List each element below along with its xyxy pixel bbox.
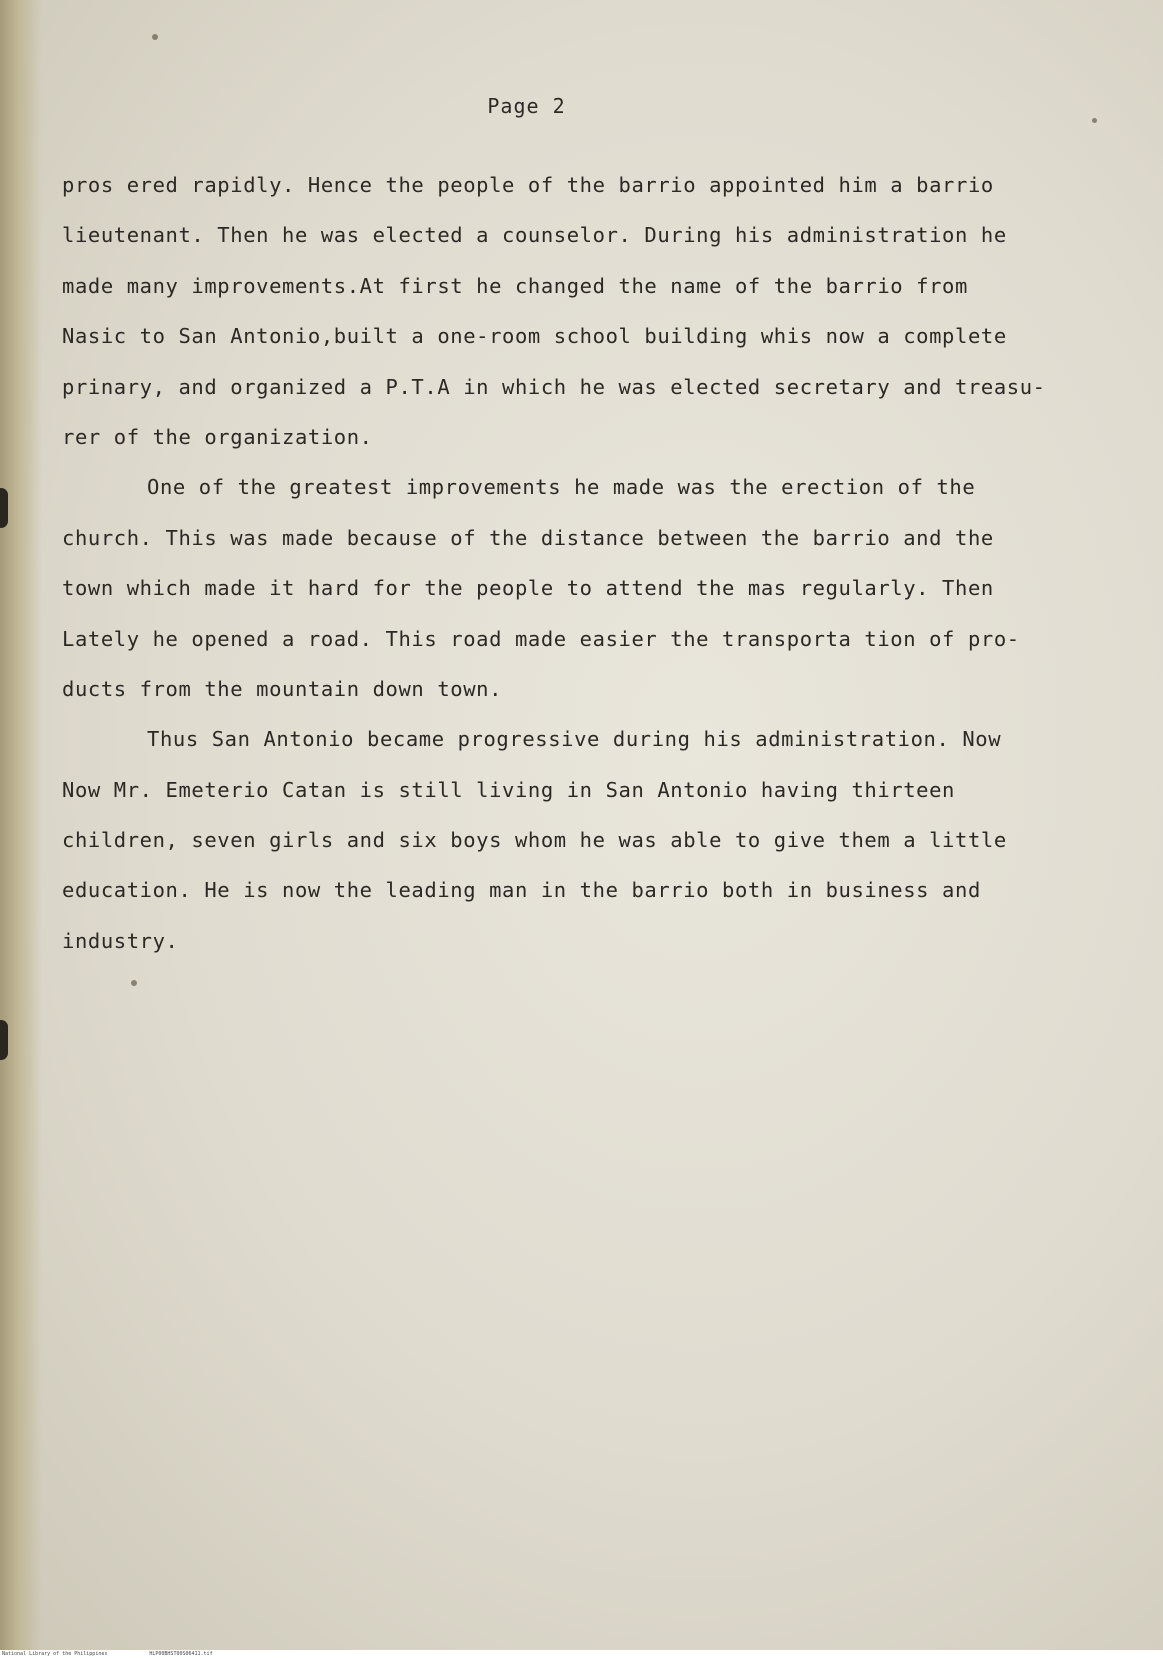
page-number: Page 2 <box>487 94 566 118</box>
text-line: education. He is now the leading man in the barrio both in business and <box>62 878 981 903</box>
text-line: pros ered rapidly. Hence the people of the barrio appointed him a barrio <box>62 173 994 197</box>
footer-source: National Library of the Philippines <box>2 1651 108 1657</box>
body-text <box>62 160 1072 966</box>
paragraph <box>62 714 1072 966</box>
text-line: ducts from the mountain down town. <box>62 676 503 701</box>
text-line: Now Mr. Emeterio Catan is still living in San Antonio having thirteen <box>62 777 956 802</box>
binding-edge <box>0 0 42 1650</box>
footer-file: HLP00BHST00S06411.tif <box>149 1651 213 1657</box>
paper-speck <box>152 34 158 40</box>
paragraph <box>62 160 1072 462</box>
paper-speck <box>1092 118 1097 123</box>
text-line: One of the greatest improvements he made was the erection of the <box>147 475 976 500</box>
text-line: made many improvements.At first he changed the name of the barrio from <box>62 273 968 298</box>
text-line: Lately he opened a road. This road made easier the transporta tion of pro- <box>62 626 1020 651</box>
binding-hole <box>0 1020 8 1060</box>
text-line: rer of the organization. <box>62 424 373 449</box>
text-line: lieutenant. Then he was elected a counselor. During his administration he <box>62 223 1007 248</box>
text-line: town which made it hard for the people to attend the mas regularly. Then <box>62 576 994 601</box>
text-line: Nasic to San Antonio,built a one-room school building whis now a complete <box>62 324 1007 349</box>
text-line: church. This was made because of the distance between the barrio and the <box>62 525 994 550</box>
paper-speck <box>131 980 137 986</box>
binding-hole <box>0 488 8 528</box>
text-line: prinary, and organized a P.T.A in which he was elected secretary and treasu- <box>62 374 1046 399</box>
text-line: Thus San Antonio became progressive during his administration. Now <box>147 727 1002 752</box>
text-line: industry. <box>62 928 179 953</box>
paragraph <box>62 462 1072 714</box>
scan-footer <box>0 1650 1163 1658</box>
text-line: children, seven girls and six boys whom he was able to give them a little <box>62 828 1007 853</box>
